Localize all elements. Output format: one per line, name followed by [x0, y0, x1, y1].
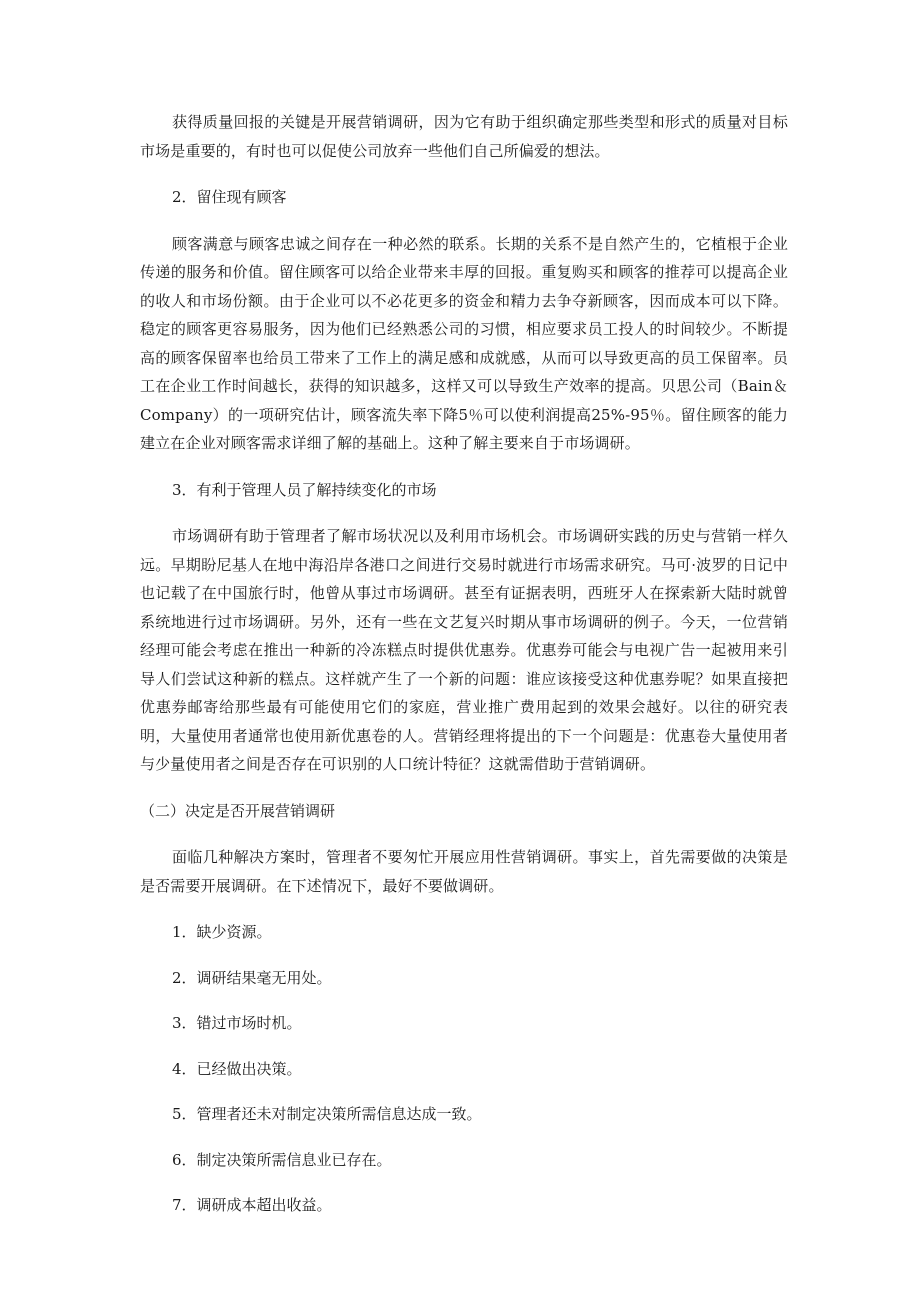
heading-retain-customers: 2．留住现有顾客 — [172, 188, 287, 206]
list-item: 4．已经做出决策。 — [172, 1059, 302, 1078]
list-item: 3．错过市场时机。 — [172, 1014, 302, 1032]
list-item: 2．调研结果毫无用处。 — [172, 968, 332, 987]
paragraph-market-research-history: 市场调研有助于管理者了解市场状况以及利用市场机会。市场调研实践的历史与营销一样久远。早期盼尼基人在地中海沿岸各港口之间进行交易时就进行市场需求研究。马可·波罗的日记中也记载了在中国旅行时，他曾从事过市场调研。甚至有证据表明，西班牙人在探索新大陆时就曾系统地进行过市场调研。另外，还有一些在文艺复兴时期从事市场调研的例子。今天，一位营销经理可能会考虑在推出一种新的冷冻糕点时提供优惠券。优惠券可能会与电视广告一起被用来引导人们尝试这种新的糕点。这样就产生了一个新的问题：谁应该接受这种优惠券呢？如果直接把优惠券邮寄给那些最有可能使用它们的家庭，营业推广费用起到的效果会越好。以往的研究表明，大量使用者通常也使用新优惠卷的人。营销经理将提出的下一个问题是：优惠卷大量使用者与少量使用者之间是否存在可识别的人口统计特征？这就需借助于营销调研。 — [140, 527, 788, 773]
paragraph-decide-research: 面临几种解决方案时，管理者不要匆忙开展应用性营销调研。事实上，首先需要做的决策是是否需要开展调研。在下述情况下，最好不要做调研。 — [140, 848, 788, 895]
list-item: 7．调研成本超出收益。 — [172, 1196, 332, 1214]
list-item: 6．制定决策所需信息业已存在。 — [172, 1150, 392, 1169]
paragraph-customer-loyalty: 顾客满意与顾客忠诚之间存在一种必然的联系。长期的关系不是自然产生的，它植根于企业传递的服务和价值。留住顾客可以给企业带来丰厚的回报。重复购买和顾客的推荐可以提高企业的收人和市场份额。由于企业可以不必花更多的资金和精力去争夺新顾客，因而成本可以下降。稳定的顾客更容易服务，因为他们已经熟悉公司的习惯，相应要求员工投人的时间较少。不断提高的顾客保留率也给员工带来了工作上的满足感和成就感，从而可以导致更高的员工保留率。员工在企业工作时间越长，获得的知识越多，这样又可以导致生产效率的提高。贝思公司（Bain＆Company）的一项研究估计，顾客流失率下降5％可以使利润提高25%-95％。留住顾客的能力建立在企业对顾客需求详细了解的基础上。这种了解主要来自于市场调研。 — [140, 234, 788, 452]
list-item: 5．管理者还未对制定决策所需信息达成一致。 — [172, 1105, 482, 1123]
list-item: 1．缺少资源。 — [172, 923, 272, 941]
section-heading-decide-research: （二）决定是否开展营销调研 — [140, 801, 336, 820]
document-body — [140, 108, 788, 1237]
paragraph-quality-return: 获得质量回报的关键是开展营销调研，因为它有助于组织确定那些类型和形式的质量对目标市场是重要的，有时也可以促使公司放弃一些他们自己所偏爱的想法。 — [140, 113, 788, 160]
heading-understand-market: 3．有利于管理人员了解持续变化的市场 — [172, 480, 437, 499]
